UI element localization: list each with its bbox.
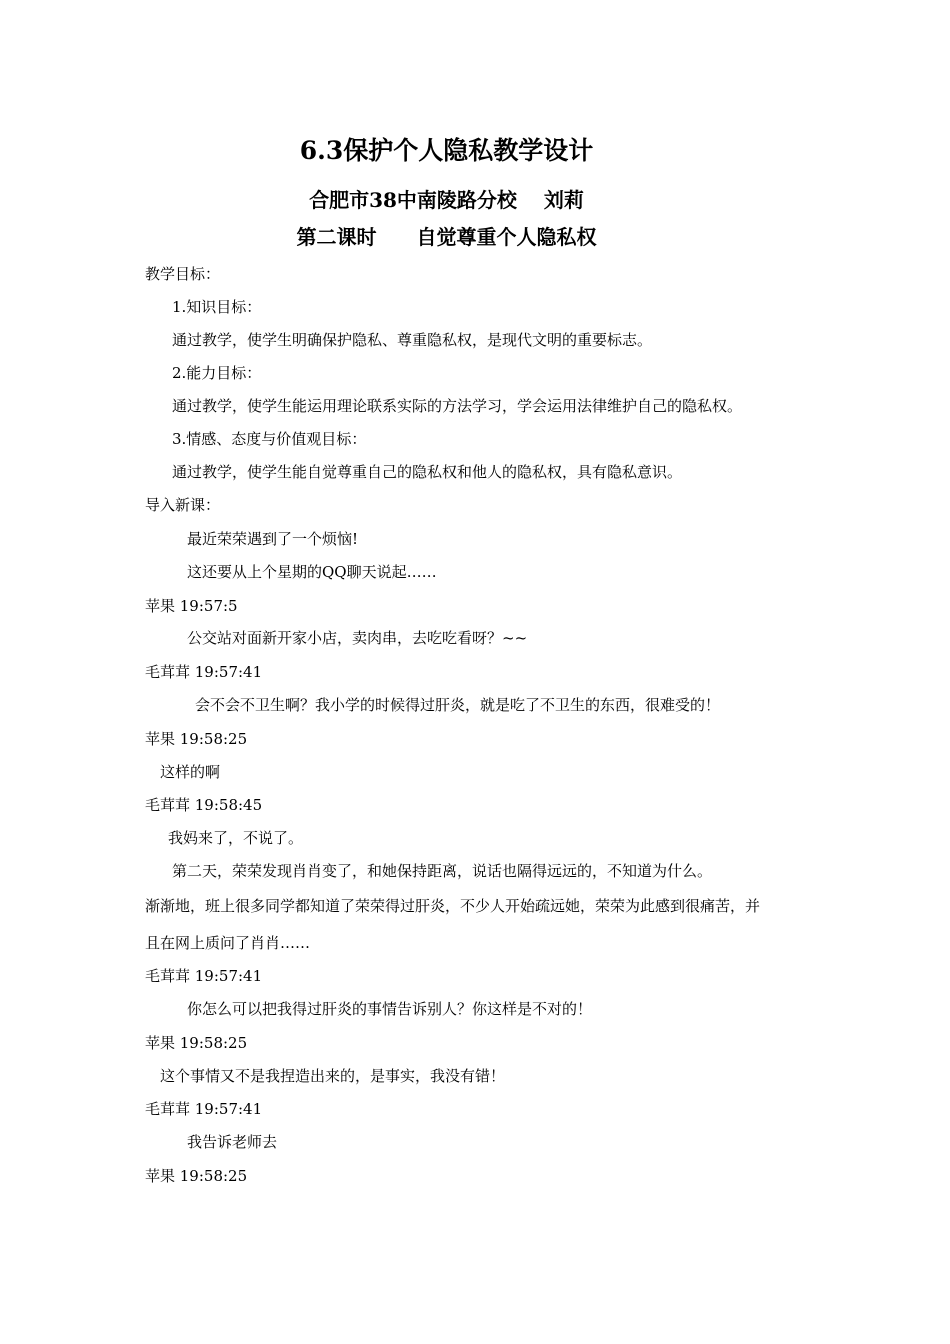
lesson-line: 第二课时 自觉尊重个人隐私权	[296, 225, 597, 249]
chat-sender: 苹果 19:58:25	[145, 730, 248, 748]
chat-message: 公交站对面新开家小店，卖肉串，去吃吃看呀？~~	[187, 629, 528, 647]
chat-sender: 苹果 19:58:25	[145, 1167, 248, 1185]
chat-sender: 苹果 19:58:25	[145, 1034, 248, 1052]
chat-sender: 毛茸茸 19:58:45	[145, 796, 263, 814]
objective-knowledge-heading: 1.知识目标：	[172, 298, 262, 316]
paragraph: 这还要从上个星期的QQ聊天说起……	[187, 563, 437, 581]
objective-ability-heading: 2.能力目标：	[172, 364, 262, 382]
paragraph: 最近荣荣遇到了一个烦恼!	[187, 530, 359, 548]
paragraph: 渐渐地，班上很多同学都知道了荣荣得过肝炎，不少人开始疏远她，荣荣为此感到很痛苦，并	[145, 897, 761, 915]
chat-sender: 毛茸茸 19:57:41	[145, 1100, 263, 1118]
paragraph: 第二天，荣荣发现肖肖变了，和她保持距离，说话也隔得远远的，不知道为什么。	[172, 862, 713, 880]
paragraph: 且在网上质问了肖肖……	[145, 934, 311, 952]
author-line: 合肥市38中南陵路分校 刘莉	[309, 188, 584, 212]
chat-message: 你怎么可以把我得过肝炎的事情告诉别人？你这样是不对的！	[187, 1000, 593, 1018]
section-heading-intro: 导入新课：	[145, 496, 221, 514]
chat-message: 我妈来了，不说了。	[168, 829, 304, 847]
objective-emotion-heading: 3.情感、态度与价值观目标：	[172, 430, 367, 448]
objective-ability-text: 通过教学，使学生能运用理论联系实际的方法学习，学会运用法律维护自己的隐私权。	[172, 397, 743, 415]
chat-message: 这个事情又不是我捏造出来的，是事实，我没有错！	[160, 1067, 506, 1085]
chat-sender: 毛茸茸 19:57:41	[145, 967, 263, 985]
chat-message: 会不会不卫生啊？我小学的时候得过肝炎，就是吃了不卫生的东西，很难受的！	[195, 696, 721, 714]
objective-knowledge-text: 通过教学，使学生明确保护隐私、尊重隐私权，是现代文明的重要标志。	[172, 331, 653, 349]
objective-emotion-text: 通过教学，使学生能自觉尊重自己的隐私权和他人的隐私权，具有隐私意识。	[172, 463, 683, 481]
chat-sender: 毛茸茸 19:57:41	[145, 663, 263, 681]
chat-sender: 苹果 19:57:5	[145, 597, 238, 615]
chat-message: 这样的啊	[160, 763, 221, 781]
document-title: 6.3保护个人隐私教学设计	[299, 136, 594, 165]
chat-message: 我告诉老师去	[187, 1133, 278, 1151]
section-heading-objectives: 教学目标：	[145, 265, 221, 283]
